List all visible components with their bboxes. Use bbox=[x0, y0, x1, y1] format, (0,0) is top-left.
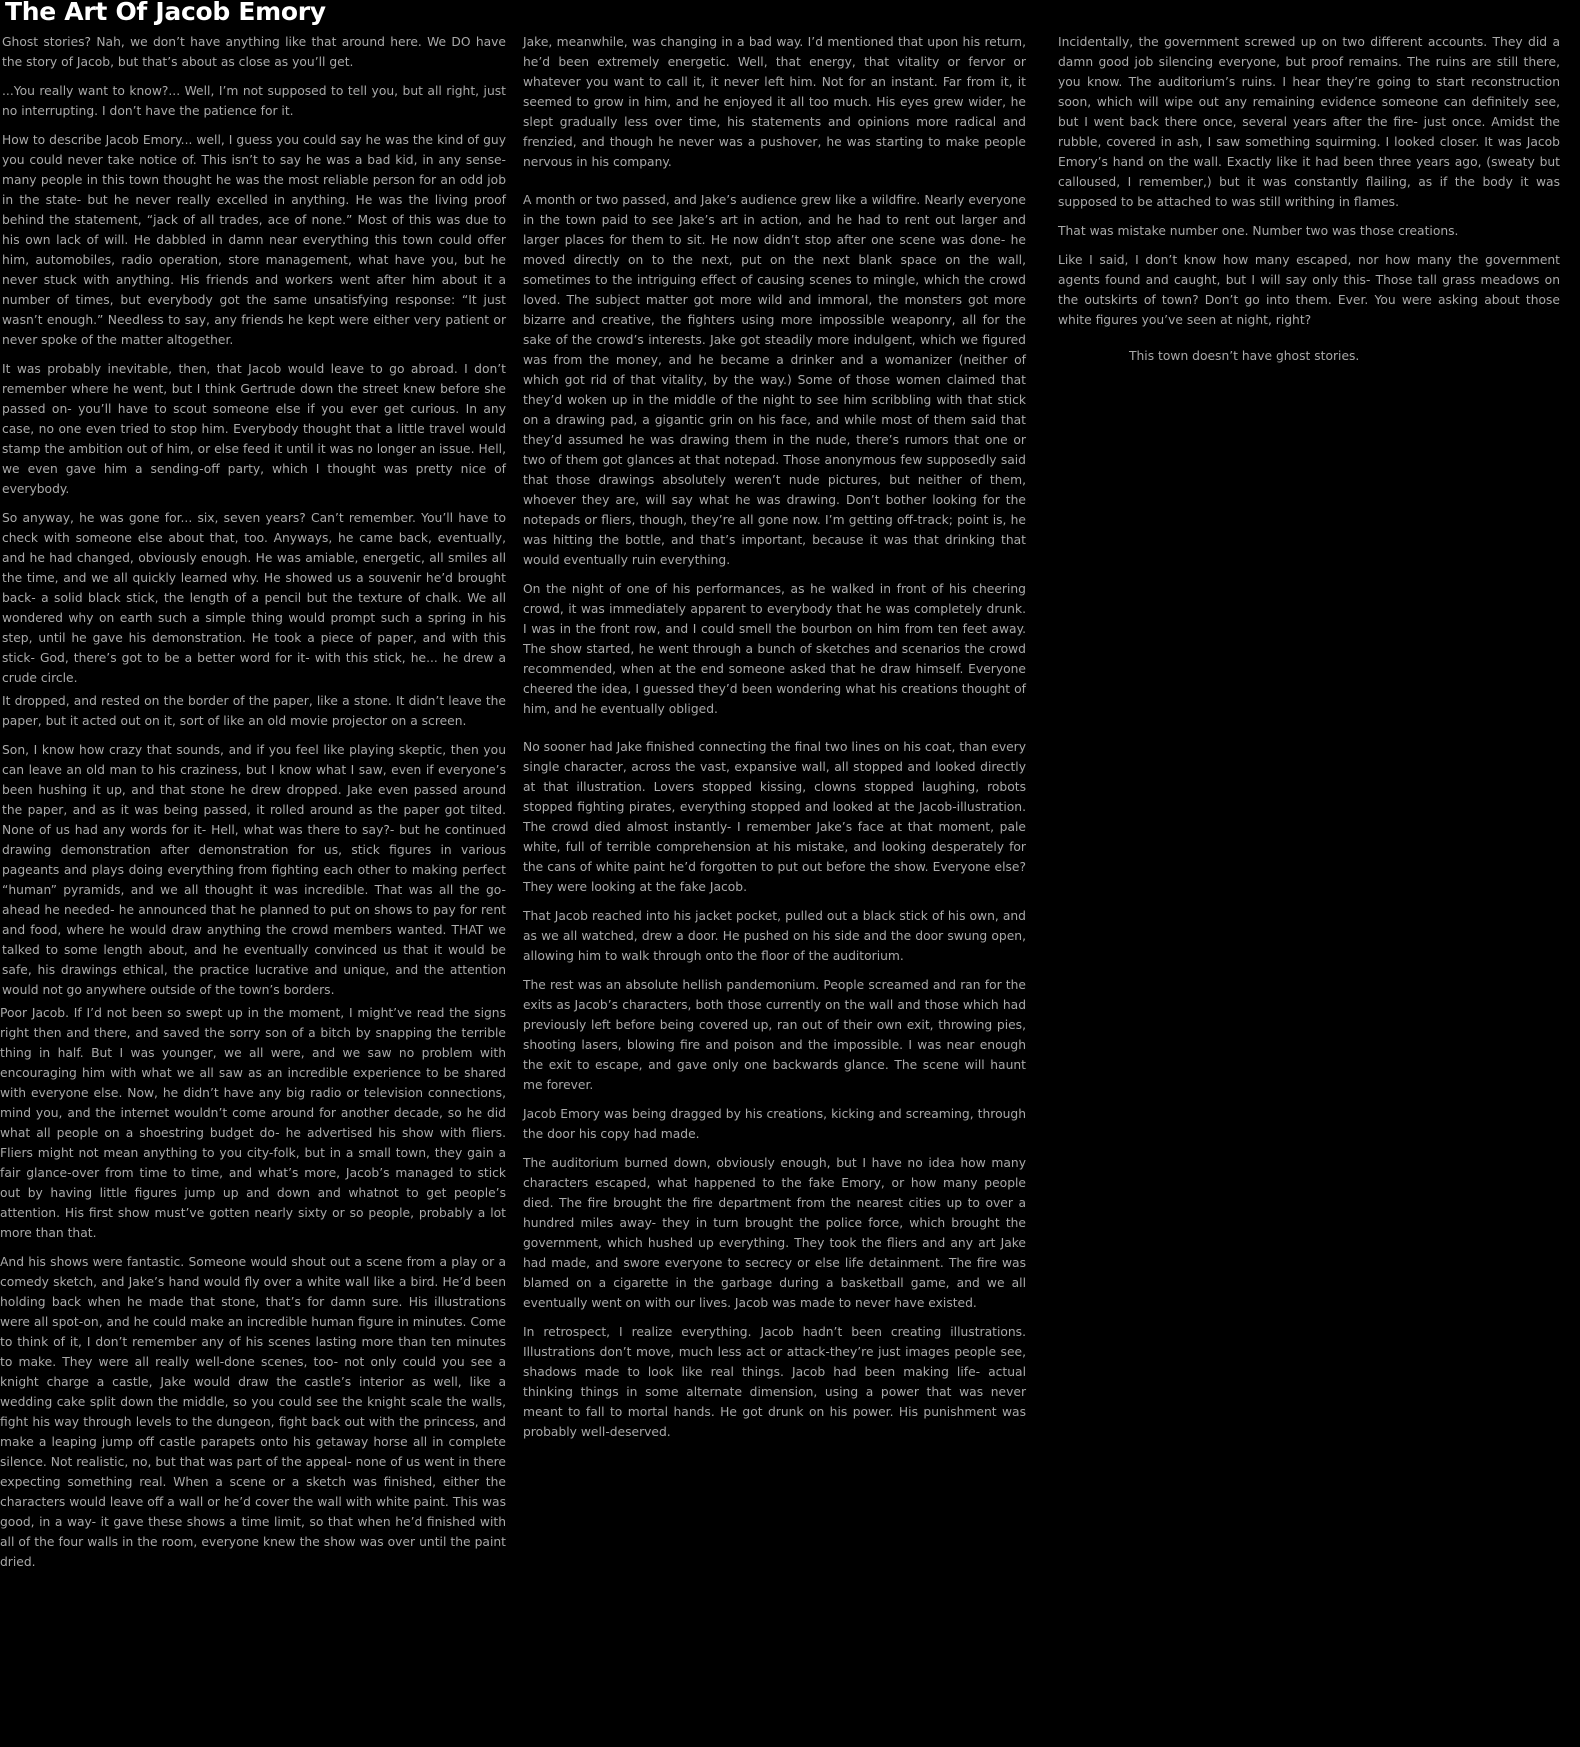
left-column bbox=[0, 32, 506, 1581]
paragraph: That was mistake number one. Number two was those creations. bbox=[1058, 224, 1459, 238]
paragraph: Jake, meanwhile, was changing in a bad way. I’d mentioned that upon his return, he’d been extremely energetic. Well, that energy, that vitality or fervor or whatever you want to call it, it never left him. Not for an instant. Far from it, it seemed to grow in him, and he enjoyed it all too much. His eyes grew wider, he slept gradually less over time, his statements and opinions more radical and frenzied, and though he never was a pushover, he was starting to make people nervous in his company. bbox=[523, 35, 1026, 169]
right-column bbox=[1058, 32, 1560, 375]
paragraph: So anyway, he was gone for... six, seven years? Can’t remember. You’ll have to check with someone else about that, too. Anyways, he came back, eventually, and he had changed, obviously enough. He was amiable, energetic, all smiles all the time, and we all quickly learned why. He showed us a souvenir he’d brought back- a solid black stick, the length of a pencil but the texture of chalk. We all wondered why on earth such a simple thing would prompt such a spring in his step, until he gave his demonstration. He took a piece of paper, and with this stick- God, there’s got to be a better word for it- with this stick, he... he drew a crude circle. bbox=[2, 511, 506, 685]
paragraph: It dropped, and rested on the border of the paper, like a stone. It didn’t leave the paper, but it acted out on it, sort of like an old movie projector on a screen. bbox=[2, 694, 506, 728]
paragraph: That Jacob reached into his jacket pocket, pulled out a black stick of his own, and as we all watched, drew a door. He pushed on his side and the door swung open, allowing him to walk through onto the floor of the auditorium. bbox=[523, 909, 1026, 963]
paragraph: Like I said, I don’t know how many escaped, nor how many the government agents found and caught, but I will say only this- Those tall grass meadows on the outskirts of town? Don’t go into them. Ever. You were asking about those white figures you’ve seen at night, right? bbox=[1058, 253, 1560, 327]
paragraph: In retrospect, I realize everything. Jacob hadn’t been creating illustrations. Illustrations don’t move, much less act or attack-they’re just images people see, shadows made to look like real things. Jacob had been making life- actual thinking things in some alternate dimension, using a power that was never meant to fall to mortal hands. He got drunk on his power. His punishment was probably well-deserved. bbox=[523, 1325, 1026, 1439]
paragraph: The auditorium burned down, obviously enough, but I have no idea how many characters escaped, what happened to the fake Emory, or how many people died. The fire brought the fire department from the nearest cities up to over a hundred miles away- they in turn brought the police force, which brought the government, which hushed up everything. They took the fliers and any art Jake had made, and swore everyone to secrecy or else life detainment. The fire was blamed on a cigarette in the garbage during a basketball game, and we all eventually went on with our lives. Jacob was made to never have existed. bbox=[523, 1156, 1026, 1310]
middle-column bbox=[523, 32, 1026, 1451]
closing-line: This town doesn’t have ghost stories. bbox=[1129, 349, 1360, 363]
story-title: The Art Of Jacob Emory bbox=[5, 0, 326, 26]
paragraph: And his shows were fantastic. Someone would shout out a scene from a play or a comedy sketch, and Jake’s hand would fly over a white wall like a bird. He’d been holding back when he made that stone, that’s for damn sure. His illustrations were all spot-on, and he could make an incredible human figure in minutes. Come to think of it, I don’t remember any of his scenes lasting more than ten minutes to make. They were all really well-done scenes, too- not only could you see a knight charge a castle, Jake would draw the castle’s interior as well, like a wedding cake split down the middle, so you could see the knight scale the walls, fight his way through levels to the dungeon, fight back out with the princess, and make a leaping jump off castle parapets onto his getaway horse all in complete silence. Not realistic, no, but that was part of the appeal- none of us went in there expecting something real. When a scene or a sketch was finished, either the characters would leave off a wall or he’d cover the wall with white paint. This was good, in a way- it gave these shows a time limit, so that when he’d finished with all of the four walls in the room, everyone knew the show was over until the paint dried. bbox=[0, 1255, 506, 1569]
paragraph: How to describe Jacob Emory... well, I guess you could say he was the kind of guy you could never take notice of. This isn’t to say he was a bad kid, in any sense- many people in this town thought he was the most reliable person for an odd job in the state- but he never really excelled in anything. He was the living proof behind the statement, “jack of all trades, ace of none.” Most of this was due to his own lack of will. He dabbled in damn near everything this town could offer him, automobiles, radio operation, store management, what have you, but he never stuck with anything. His friends and workers went after him about it a number of times, but everybody got the same unsatisfying response: “It just wasn’t enough.” Needless to say, any friends he kept were either very patient or never spoke of the matter altogether. bbox=[2, 133, 506, 347]
paragraph: A month or two passed, and Jake’s audience grew like a wildfire. Nearly everyone in the town paid to see Jake’s art in action, and he had to rent out larger and larger places for them to sit. He now didn’t stop after one scene was done- he moved directly on to the next, put on the next blank space on the wall, sometimes to the intriguing effect of causing scenes to mingle, which the crowd loved. The subject matter got more wild and immoral, the monsters got more bizarre and creative, the fighters using more impossible weaponry, all for the sake of the crowd’s interests. Jake got steadily more indulgent, which we figured was from the money, and he became a drinker and a womanizer (neither of which got rid of that vitality, by the way.) Some of those women claimed that they’d woken up in the middle of the night to see him scribbling with that stick on a drawing pad, a gigantic grin on his face, and while most of them said that they’d assumed he was drawing them in the nude, there’s rumors that one or two of them got glances at that notepad. Those anonymous few supposedly said that those drawings absolutely weren’t nude pictures, but neither of them, whoever they are, will say what he was drawing. Don’t bother looking for the notepads or fliers, though, they’re all gone now. I’m getting off-track; point is, he was hitting the bottle, and that’s important, because it was that drinking that would eventually ruin everything. bbox=[523, 193, 1026, 567]
paragraph: Son, I know how crazy that sounds, and if you feel like playing skeptic, then you can leave an old man to his craziness, but I know what I saw, even if everyone’s been hushing it up, and that stone he drew dropped. Jake even passed around the paper, and as it was being passed, it rolled around as the paper got tilted. None of us had any words for it- Hell, what was there to say?- but he continued drawing demonstration after demonstration for us, stick figures in various pageants and plays doing everything from fighting each other to making perfect “human” pyramids, and we all thought it was incredible. That was all the go-ahead he needed- he announced that he planned to put on shows to pay for rent and food, where he would draw anything the crowd members wanted. THAT we talked to some length about, and he eventually convinced us that it would be safe, his drawings ethical, the practice lucrative and unique, and the attention would not go anywhere outside of the town’s borders. bbox=[2, 743, 506, 997]
paragraph: Jacob Emory was being dragged by his creations, kicking and screaming, through the door his copy had made. bbox=[523, 1107, 1026, 1141]
paragraph: ...You really want to know?... Well, I’m not supposed to tell you, but all right, just no interrupting. I don’t have the patience for it. bbox=[2, 84, 506, 118]
paragraph: On the night of one of his performances, as he walked in front of his cheering crowd, it was immediately apparent to everybody that he was completely drunk. I was in the front row, and I could smell the bourbon on him from ten feet away. The show started, he went through a bunch of sketches and scenarios the crowd recommended, when at the end someone asked that he draw himself. Everyone cheered the idea, I guessed they’d been wondering what his creations thought of him, and he eventually obliged. bbox=[523, 582, 1026, 716]
paragraph: The rest was an absolute hellish pandemonium. People screamed and ran for the exits as Jacob’s characters, both those currently on the wall and those which had previously left before being covered up, ran out of their own exit, throwing pies, shooting lasers, blowing fire and poison and the impossible. I was near enough the exit to escape, and gave only one backwards glance. The scene will haunt me forever. bbox=[523, 978, 1026, 1092]
paragraph: No sooner had Jake finished connecting the final two lines on his coat, than every single character, across the vast, expansive wall, all stopped and looked directly at that illustration. Lovers stopped kissing, clowns stopped laughing, robots stopped fighting pirates, everything stopped and looked at the Jacob-illustration. The crowd died almost instantly- I remember Jake’s face at that moment, pale white, full of terrible comprehension at his mistake, and looking desperately for the cans of white paint he’d forgotten to put out before the show. Everyone else? They were looking at the fake Jacob. bbox=[523, 740, 1026, 894]
paragraph: Poor Jacob. If I’d not been so swept up in the moment, I might’ve read the signs right then and there, and saved the sorry son of a bitch by snapping the terrible thing in half. But I was younger, we all were, and we saw no problem with encouraging him with what we all saw as an incredible experience to be shared with everyone else. Now, he didn’t have any big radio or television connections, mind you, and the internet wouldn’t come around for another decade, so he did what all people on a shoestring budget do- he advertised his show with fliers. Fliers might not mean anything to you city-folk, but in a small town, they gain a fair glance-over from time to time, and what’s more, Jacob’s managed to stick out by having little figures jump up and down and whatnot to get people’s attention. His first show must’ve gotten nearly sixty or so people, probably a lot more than that. bbox=[0, 1006, 506, 1240]
paragraph: It was probably inevitable, then, that Jacob would leave to go abroad. I don’t remember where he went, but I think Gertrude down the street knew before she passed on- you’ll have to scout someone else if you ever get curious. In any case, no one even tried to stop him. Everybody thought that a little travel would stamp the ambition out of him, or else feed it until it was no longer an issue. Hell, we even gave him a sending-off party, which I thought was pretty nice of everybody. bbox=[2, 362, 506, 496]
paragraph: Ghost stories? Nah, we don’t have anything like that around here. We DO have the story of Jacob, but that’s about as close as you’ll get. bbox=[2, 35, 506, 69]
paragraph: Incidentally, the government screwed up on two different accounts. They did a damn good job silencing everyone, but proof remains. The ruins are still there, you know. The auditorium’s ruins. I hear they’re going to start reconstruction soon, which will wipe out any remaining evidence someone can definitely see, but I went back there once, several years after the fire- just once. Amidst the rubble, covered in ash, I saw something squirming. I looked closer. It was Jacob Emory’s hand on the wall. Exactly like it had been three years ago, (sweaty but calloused, I remember,) but it was constantly flailing, as if the body it was supposed to be attached to was still writhing in flames. bbox=[1058, 35, 1560, 209]
